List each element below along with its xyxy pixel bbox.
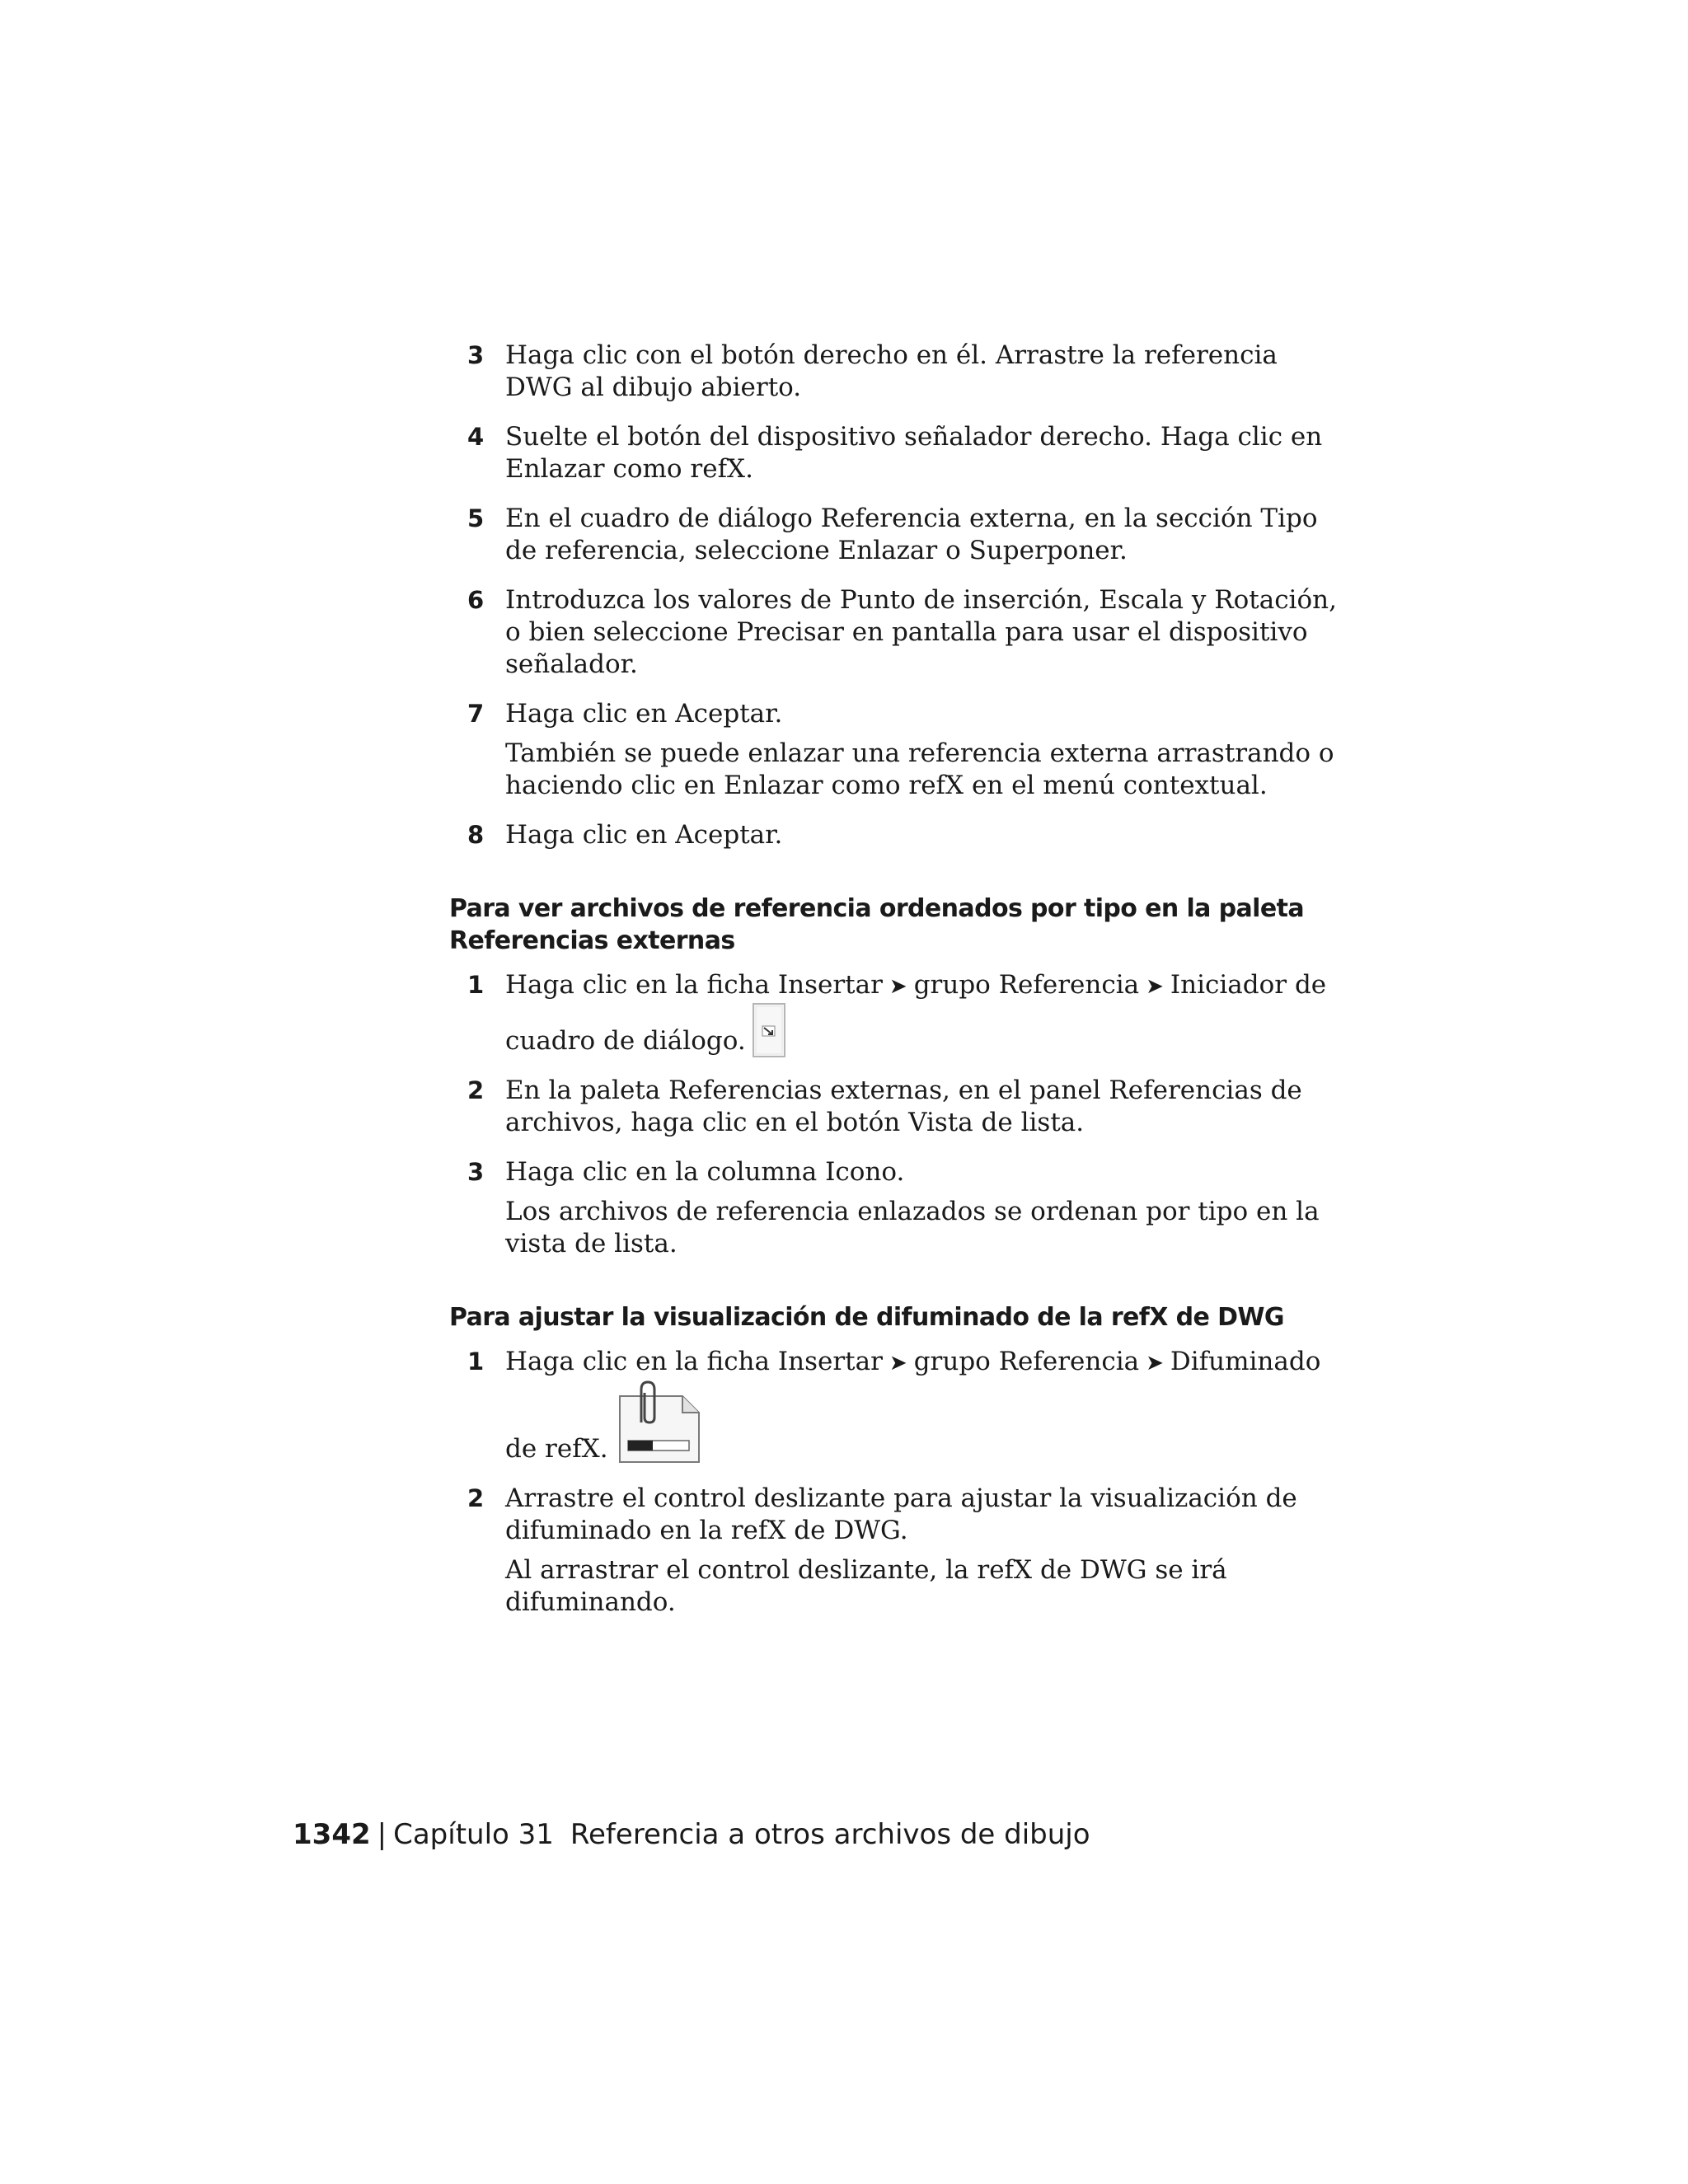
step-1 (449, 1346, 1339, 1465)
step-text: Haga clic en Aceptar. (505, 820, 783, 850)
step-number: 1 (467, 1347, 485, 1376)
step-2 (449, 1075, 1339, 1139)
step-number: 7 (467, 700, 485, 728)
menu-arrow-icon: ➤ (889, 974, 907, 999)
step-6 (449, 584, 1339, 681)
step-text: En la paleta Referencias externas, en el panel Referencias de archivos, haga clic en el botón Vista de lista. (505, 1076, 1302, 1137)
procedure-heading-xref-fading: Para ajustar la visualización de difuminado de la refX de DWG (449, 1303, 1284, 1332)
ribbon-command-name: Iniciador de cuadro de diálogo. (505, 970, 1327, 1056)
ribbon-panel-path: grupo Referencia (913, 1347, 1140, 1376)
step-5 (449, 503, 1339, 567)
procedure-heading-sort-by-type: Para ver archivos de referencia ordenados por tipo en la paleta Referencias externas (449, 894, 1304, 955)
step-7 (449, 698, 1339, 802)
procedure-steps-sort-by-type (449, 969, 1339, 1260)
step-3 (449, 340, 1339, 404)
ribbon-tab-path: Haga clic en la ficha Insertar (505, 1347, 883, 1376)
step-number: 5 (467, 504, 485, 532)
step-text: Haga clic con el botón derecho en él. Arrastre la referencia DWG al dibujo abierto. (505, 340, 1278, 402)
ribbon-panel-path: grupo Referencia (913, 970, 1140, 1000)
ribbon-command-name: Difuminado de refX. (505, 1347, 1321, 1464)
step-text (505, 969, 1339, 1057)
step-2 (449, 1483, 1339, 1619)
ribbon-tab-path: Haga clic en la ficha Insertar (505, 970, 883, 1000)
step-text: En el cuadro de diálogo Referencia externa, en la sección Tipo de referencia, seleccione Enlazar o Superponer. (505, 504, 1318, 565)
menu-arrow-icon: ➤ (889, 1351, 907, 1376)
step-text: Haga clic en la columna Icono. (505, 1157, 905, 1187)
step-note: Al arrastrar el control deslizante, la refX de DWG se irá difuminando. (505, 1555, 1227, 1617)
step-text (505, 1346, 1339, 1465)
menu-arrow-icon: ➤ (1146, 1351, 1164, 1376)
step-text: Introduzca los valores de Punto de inserción, Escala y Rotación, o bien seleccione Precisar en pantalla para usar el dispositivo señalador. (505, 585, 1337, 679)
step-number: 1 (467, 971, 485, 999)
step-3 (449, 1156, 1339, 1260)
step-8 (449, 819, 1339, 851)
step-number: 8 (467, 821, 485, 849)
step-number: 3 (467, 1158, 485, 1186)
step-number: 2 (467, 1484, 485, 1512)
procedure-steps-xref-fading (449, 1346, 1339, 1619)
footer-separator: | (377, 1818, 387, 1851)
step-text: Haga clic en Aceptar. (505, 699, 783, 729)
step-text: Suelte el botón del dispositivo señalador derecho. Haga clic en Enlazar como refX. (505, 422, 1323, 484)
step-number: 4 (467, 423, 485, 451)
step-note: También se puede enlazar una referencia externa arrastrando o haciendo clic en Enlazar como refX en el menú contextual. (505, 738, 1334, 800)
dialog-launcher-icon (753, 1003, 785, 1057)
page-footer (293, 1816, 1090, 1853)
page-number: 1342 (293, 1818, 371, 1851)
page-content (449, 340, 1339, 1636)
step-note: Los archivos de referencia enlazados se ordenan por tipo en la vista de lista. (505, 1197, 1320, 1258)
procedure-steps-continued (449, 340, 1339, 851)
step-1 (449, 969, 1339, 1057)
chapter-label: Capítulo 31 (393, 1818, 554, 1851)
step-number: 2 (467, 1076, 485, 1104)
menu-arrow-icon: ➤ (1146, 974, 1164, 999)
step-number: 3 (467, 341, 485, 369)
step-4 (449, 421, 1339, 485)
chapter-title: Referencia a otros archivos de dibujo (570, 1818, 1090, 1851)
step-number: 6 (467, 586, 485, 614)
xref-fading-icon (617, 1380, 702, 1465)
step-text: Arrastre el control deslizante para ajustar la visualización de difuminado en la refX de DWG. (505, 1483, 1297, 1545)
